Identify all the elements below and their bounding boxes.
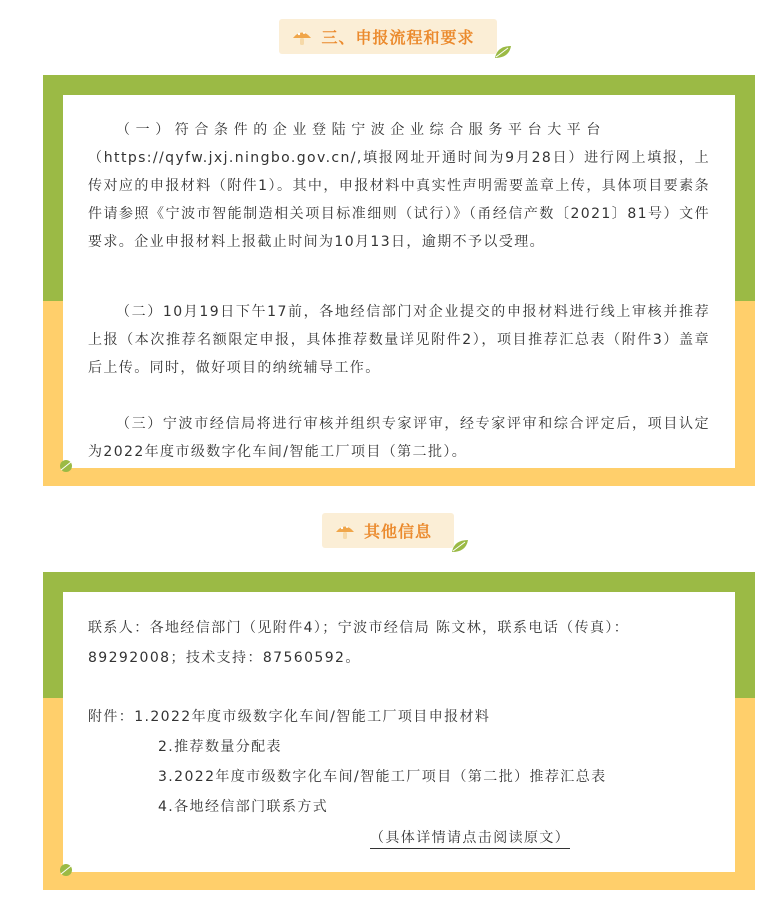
- leaf-icon: [57, 862, 75, 878]
- paragraph-1-line1: （一）符合条件的企业登陆宁波企业综合服务平台大平台: [116, 122, 606, 138]
- leaf-icon: [450, 538, 470, 554]
- other-info-content: [63, 592, 735, 872]
- leaf-icon: [493, 44, 513, 60]
- paragraph-2: （二）10月19日下午17前，各地经信部门对企业提交的申报材料进行线上审核并推荐上报（本次推荐名额限定申报，具体推荐数量详见附件2），项目推荐汇总表（附件3）盖章后上传。同时，做好项目的纳统辅导工作。: [88, 304, 710, 376]
- section-header-other-info: [0, 508, 776, 552]
- paragraph-3: （三）宁波市经信局将进行审核并组织专家评审，经专家评审和综合评定后，项目认定为2022年度市级数字化车间/智能工厂项目（第二批）。: [88, 416, 710, 460]
- read-original-link[interactable]: （具体详情请点击阅读原文）: [370, 828, 570, 849]
- section-title-pill: [279, 19, 496, 54]
- process-frame: [43, 75, 755, 486]
- attachment-line-3: 3.2022年度市级数字化车间/智能工厂项目（第二批）推荐汇总表: [158, 769, 607, 785]
- paragraph-1: （https://qyfw.jxj.ningbo.gov.cn/,填报网址开通时间为9月28日）进行网上填报，上传对应的申报材料（附件1）。其中，申报材料中真实性声明需要盖章上传，具体项目要素条件请参照《宁波市智能制造相关项目标准细则（试行）》（甬经信产数〔2021〕81号）文件要求。企业申报材料上报截止时间为10月13日，逾期不予以受理。: [88, 150, 710, 250]
- other-info-frame: [43, 572, 755, 890]
- attachment-line-1: 附件：1.2022年度市级数字化车间/智能工厂项目申报材料: [88, 709, 491, 725]
- contact-line-2: 89292008；技术支持：87560592。: [88, 650, 361, 666]
- mushroom-icon: [291, 27, 313, 49]
- mushroom-icon: [334, 521, 356, 543]
- section-title-pill: [322, 513, 454, 548]
- section-header-process: [0, 14, 776, 58]
- leaf-icon: [57, 458, 75, 474]
- section-title: 三、申报流程和要求: [321, 27, 475, 47]
- section-title: 其他信息: [363, 521, 432, 541]
- process-content: [63, 95, 735, 468]
- attachment-line-2: 2.推荐数量分配表: [158, 739, 282, 755]
- contact-line-1: 联系人：各地经信部门（见附件4）；宁波市经信局 陈文林，联系电话（传真）：: [88, 620, 630, 636]
- attachment-line-4: 4.各地经信部门联系方式: [158, 799, 329, 815]
